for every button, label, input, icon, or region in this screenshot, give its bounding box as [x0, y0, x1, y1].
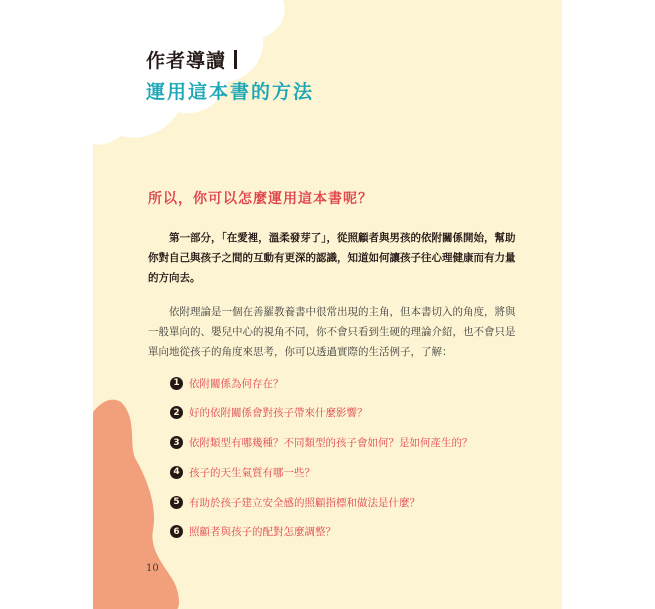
number-badge: 6	[170, 525, 183, 538]
question-heading: 所以，你可以怎麼運用這本書呢？	[148, 191, 373, 207]
number-badge: 3	[170, 436, 183, 449]
page-number: 10	[146, 563, 159, 574]
question-list	[170, 375, 473, 554]
list-item	[170, 375, 473, 391]
book-page	[93, 0, 562, 609]
number-badge: 4	[170, 466, 183, 479]
body-paragraph: 依附理論是一個在善羅教養書中很常出現的主角，但本書切入的角度，將與一般單向的、嬰兒中心的視角不同，你不會只看到生硬的理論介紹，也不會只是單向地從孩子的角度來思考，你可以透過實際的生活例子，了解：	[148, 306, 516, 358]
list-item	[170, 464, 473, 480]
list-item	[170, 494, 473, 510]
intro-paragraph: 第一部分，「在愛裡，溫柔發芽了」，從照顧者與男孩的依附關係開始，幫助你對自己與孩子之間的互動有更深的認識，知道如何讓孩子往心理健康而有力量的方向去。	[148, 232, 516, 284]
title-divider-bar	[234, 50, 237, 69]
list-item	[170, 405, 473, 421]
list-item-text: 好的依附關係會對孩子帶來什麼影響？	[189, 407, 368, 420]
orange-blob-shape	[93, 400, 179, 609]
list-item	[170, 435, 473, 451]
list-item-text: 有助於孩子建立安全感的照顧指標和做法是什麼？	[189, 496, 420, 509]
number-badge: 1	[170, 377, 183, 390]
list-item	[170, 524, 473, 540]
number-badge: 5	[170, 496, 183, 509]
page-title: 運用這本書的方法	[146, 81, 315, 103]
section-label	[146, 46, 314, 73]
section-label-text: 作者導讀	[146, 50, 227, 72]
list-item-text: 依附類型有哪幾種？不同類型的孩子會如何？是如何產生的？	[189, 437, 473, 450]
list-item-text: 孩子的天生氣質有哪一些？	[189, 466, 315, 479]
list-item-text: 照顧者與孩子的配對怎麼調整？	[189, 526, 336, 539]
title-block	[146, 46, 314, 104]
number-badge: 2	[170, 406, 183, 419]
list-item-text: 依附關係為何存在？	[189, 377, 284, 390]
